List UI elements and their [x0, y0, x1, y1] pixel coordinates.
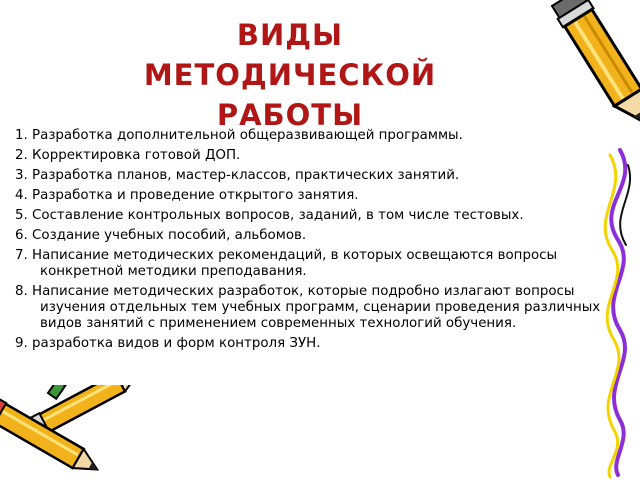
crossed-pencils-icon	[0, 385, 135, 480]
squiggle-lines	[590, 145, 640, 480]
list-item: 4. Разработка и проведение открытого занятия.	[15, 188, 359, 203]
list-item: 8. Написание методических разработок, которые подробно излагают вопросы изучения отдельных тем учебных программ, сценарии проведения различных видов занятий с применением современных технологий обучения.	[15, 284, 601, 331]
title-line: РАБОТЫ	[216, 98, 364, 133]
pencil-icon	[530, 0, 640, 140]
title-line: МЕТОДИЧЕСКОЙ	[143, 58, 437, 93]
list-item: 3. Разработка планов, мастер-классов, практических занятий.	[15, 168, 460, 183]
slide-title	[60, 15, 520, 135]
work-types-list	[15, 128, 620, 356]
list-item: 6. Создание учебных пособий, альбомов.	[15, 228, 307, 243]
list-item: 1. Разработка дополнительной общеразвивающей программы.	[15, 128, 463, 143]
list-item: 2. Корректировка готовой ДОП.	[15, 148, 241, 163]
list-item: 7. Написание методических рекомендаций, в которых освещаются вопросы конкретной методики преподавания.	[15, 248, 558, 279]
list-item: 9. разработка видов и форм контроля ЗУН.	[15, 336, 321, 351]
title-line: ВИДЫ	[236, 18, 344, 53]
list-item: 5. Составление контрольных вопросов, заданий, в том числе тестовых.	[15, 208, 524, 223]
